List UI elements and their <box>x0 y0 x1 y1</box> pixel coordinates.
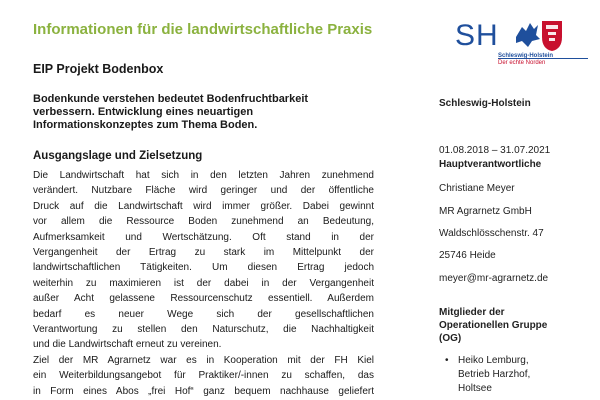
paragraph-line: Vergangenheit der Ertrag zu stark im Mittelpunkt der <box>33 247 374 259</box>
member-list-item <box>445 354 530 396</box>
paragraph-line: Verantwortung zu stellen den Naturschutz, die Nachhaltigkeit <box>33 324 374 336</box>
paragraph-line: außer Acht gelassene Ressourcenschutz essentiell. Außerdem <box>33 293 374 305</box>
logo-caption-line1: Schleswig-Holstein <box>498 53 554 59</box>
kicker-heading: Informationen für die landwirtschaftliche Praxis <box>33 21 373 38</box>
lead-label: Hauptverantwortliche <box>439 159 542 170</box>
project-period: 01.08.2018 – 31.07.2021 <box>439 145 551 156</box>
members-heading-line: (OG) <box>439 333 462 344</box>
member-line: Holtsee <box>458 383 492 394</box>
paragraph-line: Ziel der MR Agrarnetz war es in Kooperation mit der FH Kiel <box>33 355 374 366</box>
logo-letters: SH <box>455 19 499 52</box>
region-label: Schleswig-Holstein <box>439 98 531 109</box>
section-heading: Ausgangslage und Zielsetzung <box>33 150 203 162</box>
contact-city: 25746 Heide <box>439 250 496 261</box>
contact-org: MR Agrarnetz GmbH <box>439 206 532 217</box>
lead-line: Informationskonzeptes zum Thema Boden. <box>33 119 258 131</box>
logo-caption <box>498 53 553 67</box>
member-line: Betrieb Harzhof, <box>458 369 531 380</box>
paragraph-line: bedarf es neuer Wege sich der gesellschaftlichen <box>33 308 374 320</box>
paragraph-line: Aufmerksamkeit und Wertschätzung. Oft stand in der <box>33 231 374 243</box>
sh-logo <box>440 5 590 77</box>
coat-of-arms-icon <box>512 15 582 53</box>
paragraph-line: und die Landwirtschaft erneut zu vereinen. <box>33 339 222 351</box>
member-line: Heiko Lemburg, <box>458 355 529 366</box>
members-heading-line: Operationellen Gruppe <box>439 320 548 331</box>
paragraph-line: landwirtschaftlichen Tätigkeiten. Um diesen Ertrag jedoch <box>33 262 374 274</box>
contact-name: Christiane Meyer <box>439 183 515 194</box>
lead-line: Bodenkunde verstehen bedeutet Bodenfruchtbarkeit <box>33 93 309 105</box>
paragraph-line: verändert. Nutzbare Fläche wird geringer und der öffentliche <box>33 185 374 197</box>
lead-text <box>33 93 353 132</box>
paragraph-line: in Form eines Abos „frei Hof“ ganz bequem nachhause geliefert <box>33 385 374 397</box>
contact-street: Waldschlösschenstr. 47 <box>439 228 544 239</box>
members-heading-line: Mitglieder der <box>439 307 505 318</box>
paragraph-line: weiterhin zu maximieren ist der dabei in der Vergangenheit <box>33 277 374 289</box>
paragraph-line: vor allem die Ressource Boden zunehmend an Bedeutung, <box>33 216 374 228</box>
paragraph-line: Die Landwirtschaft hat sich in den letzten Jahren zunehmend <box>33 170 374 181</box>
bullet-icon: • <box>445 355 449 366</box>
lead-line: verbessern. Entwicklung eines neuartigen <box>33 106 254 118</box>
paragraph-line: ein Weiterbildungsangebot für Praktiker/-innen zu schaffen, das <box>33 370 374 382</box>
paragraph-line: Druck auf die Landwirtschaft wird immer größer. Dabei gewinnt <box>33 200 374 212</box>
paragraph-1 <box>33 168 374 353</box>
paragraph-2 <box>33 353 374 399</box>
project-title: EIP Projekt Bodenbox <box>33 62 164 76</box>
contact-email[interactable]: meyer@mr-agrarnetz.de <box>439 273 549 284</box>
logo-caption-line2: Der echte Norden <box>498 60 546 66</box>
